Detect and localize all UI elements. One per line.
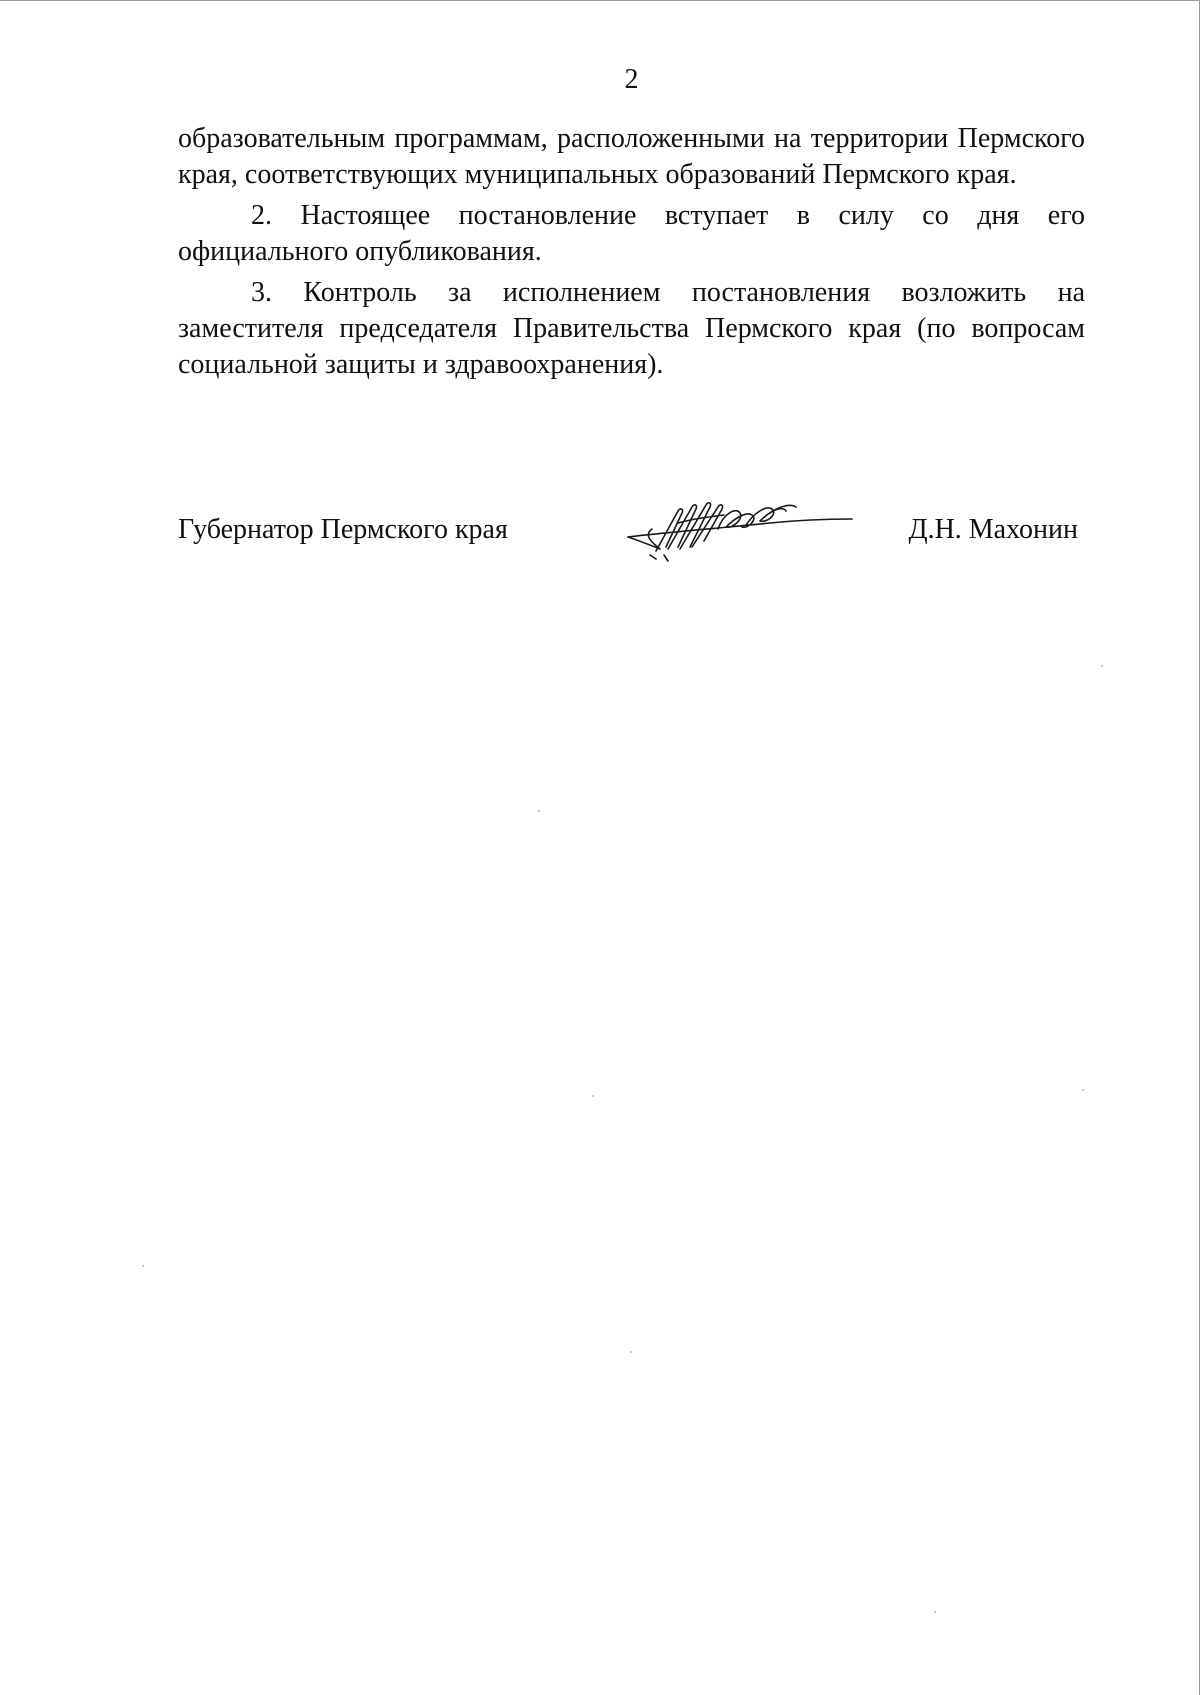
scan-speck <box>1101 665 1103 667</box>
signer-title: Губернатор Пермского края <box>178 514 508 545</box>
signer-name: Д.Н. Махонин <box>908 514 1078 545</box>
scan-speck <box>934 1611 936 1613</box>
scan-speck <box>1082 1089 1084 1091</box>
scan-speck <box>538 810 540 812</box>
paragraph-2: 2. Настоящее постановление вступает в силу со дня его официального опубликования. <box>178 200 1085 267</box>
scan-speck <box>592 1095 594 1097</box>
scan-speck <box>142 1265 144 1267</box>
scan-speck <box>630 1351 632 1353</box>
document-body <box>178 121 1085 388</box>
paragraph-3: 3. Контроль за исполнением постановления возложить на заместителя председателя Правительства Пермского края (по вопросам социальной защиты и здравоохранения). <box>178 277 1085 380</box>
handwritten-signature-icon <box>620 489 860 569</box>
paragraph-continuation: образовательным программам, расположенными на территории Пермского края, соответствующих муниципальных образований Пермского края. <box>178 123 1085 190</box>
page-number: 2 <box>624 64 639 95</box>
